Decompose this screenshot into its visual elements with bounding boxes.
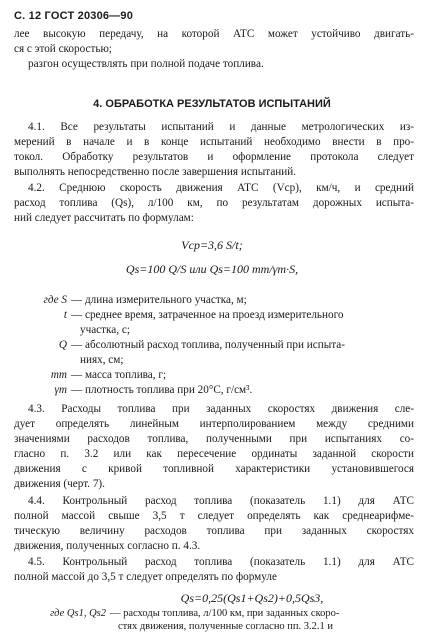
p41-line-4: выполнять непосредственно после завершения испытаний. — [14, 166, 297, 178]
p42-line-1: 4.2. Среднюю скорость движения АТС (Vср), км/ч, и средний — [28, 182, 414, 194]
def-text: — абсолютный расход топлива, полученный при испыта- — [71, 339, 345, 351]
p41-line-1: 4.1. Все результаты испытаний и данные метрологических из- — [28, 121, 414, 133]
formula-average-speed: Vср=3,6 S/t; — [181, 238, 243, 252]
p43-line-5: движения с кривой топливной характеристики установившегося — [14, 463, 414, 475]
p45-line-1: 4.5. Контрольный расход топлива (показатель 1.1) для АТС — [28, 556, 414, 568]
p44-line-1: 4.4. Контрольный расход топлива (показатель 1.1) для АТС — [28, 495, 414, 507]
p45-line-2: полной массой до 3,5 т следует определять по формуле — [14, 571, 277, 583]
p42-line-2: расход топлива (Qs), л/100 км, по результатам дорожных испыта- — [14, 197, 414, 209]
def-text: — масса топлива, г; — [71, 369, 167, 381]
p41-line-3: токол. Обработку результатов и оформление протокола следует — [14, 151, 414, 163]
p42-line-3: ний следует рассчитать по формулам: — [14, 212, 194, 224]
p43-line-4: гласно п. 3.2 или как пересечение ординаты заданной скорости — [14, 448, 414, 460]
intro-line-2: ся с этой скоростью; — [14, 43, 112, 55]
formula-control-consumption: Qs=0,25(Qs1+Qs2)+0,5Qs3, — [180, 591, 324, 605]
section-heading: 4. ОБРАБОТКА РЕЗУЛЬТАТОВ ИСПЫТАНИЙ — [93, 98, 331, 110]
intro-line-3: разгон осуществлять при полной подаче топлива. — [28, 58, 264, 70]
def-text: — расходы топлива, л/100 км, при заданных скоро- — [110, 608, 340, 619]
def-symbol: где Qs1, Qs2 — [50, 608, 106, 619]
def-symbol: mт — [50, 369, 67, 381]
p43-line-1: 4.3. Расходы топлива при заданных скоростях движения сле- — [28, 403, 414, 415]
def-text: стях движения, полученные согласно пп. 3.2.1 и — [118, 621, 334, 632]
def-symbol: где S — [43, 294, 67, 306]
page-header: С. 12 ГОСТ 20306—90 — [14, 10, 134, 22]
formula-fuel-consumption: Qs=100 Q/S или Qs=100 mт/γт·S, — [125, 262, 299, 276]
p44-line-2: полной массой свыше 3,5 т следует определять как среднеарифме- — [14, 510, 414, 522]
def-text: ниях, см; — [80, 354, 124, 366]
def-symbol: t — [63, 309, 67, 321]
p43-line-3: значениями расходов топлива, полученными при испытаниях со- — [14, 433, 414, 445]
p44-line-3: тическую величину расходов топлива при заданных скоростях — [14, 525, 414, 537]
def-text: — плотность топлива при 20°С, г/см³. — [71, 384, 253, 396]
def-text: — длина измерительного участка, м; — [71, 294, 247, 306]
def-symbol: Q — [58, 339, 67, 351]
def-text: — среднее время, затраченное на проезд измерительного — [71, 309, 344, 321]
p44-line-4: движения, полученных согласно п. 4.3. — [14, 540, 201, 552]
p43-line-6: движения (черт. 7). — [14, 478, 105, 490]
p43-line-2: дует определять линейным интерполированием между средними — [14, 418, 414, 430]
def-symbol: γт — [54, 384, 67, 396]
p41-line-2: мерений в начале и в конце испытаний необходимо внести в про- — [14, 136, 414, 148]
intro-line-1: лее высокую передачу, на которой АТС может устойчиво двигать- — [14, 28, 414, 40]
def-text: участка, с; — [80, 324, 130, 336]
